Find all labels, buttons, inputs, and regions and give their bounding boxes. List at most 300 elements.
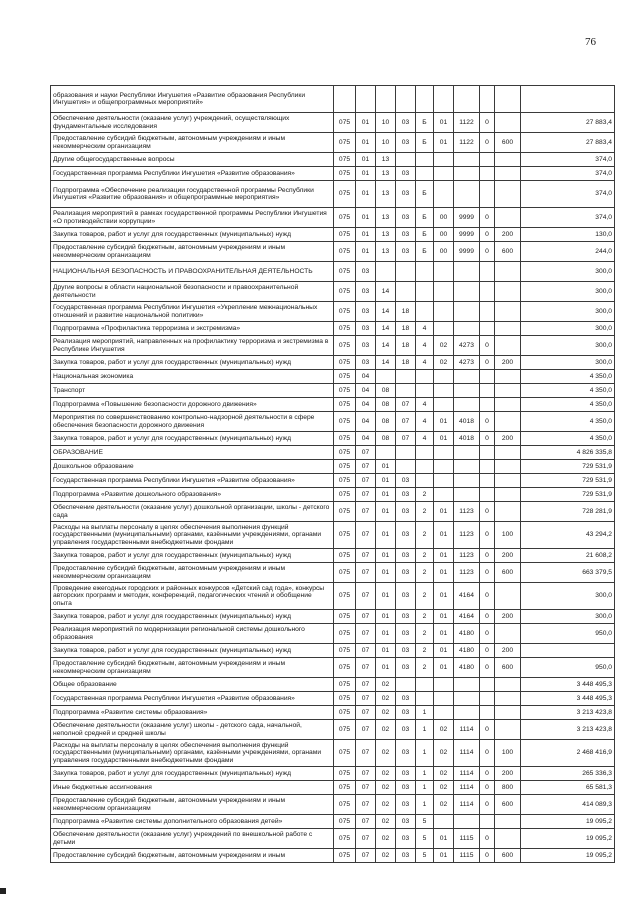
row-amount: 27 883,4 xyxy=(521,133,615,153)
table-row xyxy=(51,86,615,113)
code-p1 xyxy=(396,678,416,692)
code-ved: 075 xyxy=(334,767,356,781)
code-p1: 07 xyxy=(396,412,416,432)
code-p2: 1 xyxy=(416,781,434,795)
code-p3 xyxy=(434,488,454,502)
code-ved: 075 xyxy=(334,740,356,767)
code-p5: 0 xyxy=(480,795,495,815)
code-p1: 03 xyxy=(396,815,416,829)
row-name: Государственная программа Республики Ингушетия «Развитие образования» xyxy=(51,474,334,488)
row-name: Предоставление субсидий бюджетным, автономным учреждениям и иным некоммерческим организациям xyxy=(51,242,334,262)
code-vr: 800 xyxy=(495,781,521,795)
code-p4: 4164 xyxy=(454,583,480,610)
code-p3 xyxy=(434,692,454,706)
code-p2 xyxy=(416,282,434,302)
code-rz: 01 xyxy=(356,242,376,262)
code-pr: 02 xyxy=(376,767,396,781)
code-p4 xyxy=(454,370,480,384)
row-name: Реализация мероприятий в рамках государственной программы Республики Ингушетия «О противодействии коррупции» xyxy=(51,208,334,228)
code-p2 xyxy=(416,692,434,706)
code-p4 xyxy=(454,167,480,181)
row-name: Обеспечение деятельности (оказание услуг) учреждений, осуществляющих фундаментальные исследования xyxy=(51,113,334,133)
row-amount: 374,0 xyxy=(521,167,615,181)
code-ved: 075 xyxy=(334,829,356,849)
code-rz: 07 xyxy=(356,795,376,815)
code-p2: 2 xyxy=(416,502,434,522)
table-row xyxy=(51,167,615,181)
code-p3: 00 xyxy=(434,242,454,262)
code-p4: 1122 xyxy=(454,113,480,133)
row-amount: 244,0 xyxy=(521,242,615,262)
code-rz: 07 xyxy=(356,460,376,474)
code-p2 xyxy=(416,678,434,692)
row-amount: 2 468 416,9 xyxy=(521,740,615,767)
code-p1: 03 xyxy=(396,474,416,488)
code-p5 xyxy=(480,678,495,692)
code-pr: 01 xyxy=(376,658,396,678)
code-p2: 1 xyxy=(416,740,434,767)
code-p3: 01 xyxy=(434,849,454,863)
row-amount: 300,0 xyxy=(521,336,615,356)
row-name: Мероприятия по совершенствованию контрольно-надзорной деятельности в сфере обеспечения безопасности дорожного движения xyxy=(51,412,334,432)
code-p1: 03 xyxy=(396,208,416,228)
row-amount: 3 213 423,8 xyxy=(521,720,615,740)
row-name: Предоставление субсидий бюджетным, автономным учреждениям и иным некоммерческим организациям xyxy=(51,795,334,815)
code-p2: Б xyxy=(416,228,434,242)
code-vr xyxy=(495,370,521,384)
row-name: Закупка товаров, работ и услуг для государственных (муниципальных) нужд xyxy=(51,610,334,624)
code-rz: 01 xyxy=(356,228,376,242)
code-rz: 01 xyxy=(356,167,376,181)
row-name: Иные бюджетные ассигнования xyxy=(51,781,334,795)
table-row xyxy=(51,658,615,678)
code-rz: 07 xyxy=(356,446,376,460)
code-p1: 18 xyxy=(396,302,416,322)
row-name: Подпрограмма «Развитие системы образования» xyxy=(51,706,334,720)
row-amount: 19 095,2 xyxy=(521,815,615,829)
code-rz: 07 xyxy=(356,549,376,563)
code-pr: 01 xyxy=(376,624,396,644)
code-ved: 075 xyxy=(334,282,356,302)
table-row xyxy=(51,692,615,706)
table-row xyxy=(51,370,615,384)
row-name: Государственная программа Республики Ингушетия «Развитие образования» xyxy=(51,167,334,181)
code-p4: 1114 xyxy=(454,781,480,795)
row-name: Реализация мероприятий, направленных на профилактику терроризма и экстремизма в Республике Ингушетия xyxy=(51,336,334,356)
code-pr: 14 xyxy=(376,356,396,370)
code-vr xyxy=(495,446,521,460)
row-amount: 300,0 xyxy=(521,322,615,336)
table-row xyxy=(51,720,615,740)
code-vr: 200 xyxy=(495,228,521,242)
code-p4 xyxy=(454,474,480,488)
table-row xyxy=(51,282,615,302)
code-p4 xyxy=(454,384,480,398)
code-p1: 03 xyxy=(396,228,416,242)
code-ved: 075 xyxy=(334,412,356,432)
code-vr: 600 xyxy=(495,849,521,863)
code-p3 xyxy=(434,167,454,181)
code-ved: 075 xyxy=(334,460,356,474)
code-p3: 02 xyxy=(434,356,454,370)
code-ved: 075 xyxy=(334,242,356,262)
code-pr: 01 xyxy=(376,488,396,502)
code-p1: 18 xyxy=(396,322,416,336)
code-pr: 02 xyxy=(376,781,396,795)
code-p4: 9999 xyxy=(454,228,480,242)
code-p4: 9999 xyxy=(454,208,480,228)
code-p1 xyxy=(396,262,416,282)
code-rz: 07 xyxy=(356,522,376,549)
table-row xyxy=(51,829,615,849)
table-row xyxy=(51,644,615,658)
code-p5 xyxy=(480,86,495,113)
row-name: образования и науки Республики Ингушетия «Развитие образования Республики Ингушетия» и общепрограммных мероприятий» xyxy=(51,86,334,113)
code-p3 xyxy=(434,153,454,167)
code-pr: 02 xyxy=(376,740,396,767)
code-p3: 00 xyxy=(434,208,454,228)
row-name: Предоставление субсидий бюджетным, автономным учреждениям и иным некоммерческим организациям xyxy=(51,133,334,153)
code-p1: 03 xyxy=(396,549,416,563)
code-p5 xyxy=(480,262,495,282)
code-p1: 03 xyxy=(396,610,416,624)
code-p4 xyxy=(454,302,480,322)
code-vr: 100 xyxy=(495,740,521,767)
row-amount: 130,0 xyxy=(521,228,615,242)
code-p4 xyxy=(454,398,480,412)
code-p1: 03 xyxy=(396,583,416,610)
code-vr xyxy=(495,583,521,610)
code-ved: 075 xyxy=(334,228,356,242)
row-name: Подпрограмма «Обеспечение реализации государственной программы Республики Ингушетия «Развитие образования» и общепрограммные мероприятия» xyxy=(51,181,334,208)
code-p5: 0 xyxy=(480,432,495,446)
code-p2: 5 xyxy=(416,829,434,849)
code-vr xyxy=(495,302,521,322)
row-name: Государственная программа Республики Ингушетия «Развитие образования» xyxy=(51,692,334,706)
table-row xyxy=(51,610,615,624)
code-p4: 1114 xyxy=(454,767,480,781)
code-vr xyxy=(495,86,521,113)
code-vr xyxy=(495,624,521,644)
code-p3 xyxy=(434,262,454,282)
code-ved: 075 xyxy=(334,153,356,167)
code-ved: 075 xyxy=(334,720,356,740)
code-vr: 200 xyxy=(495,549,521,563)
code-rz: 04 xyxy=(356,370,376,384)
code-pr: 08 xyxy=(376,412,396,432)
code-pr: 02 xyxy=(376,849,396,863)
code-p3 xyxy=(434,86,454,113)
code-p1: 03 xyxy=(396,167,416,181)
code-p2: 2 xyxy=(416,563,434,583)
code-p2 xyxy=(416,384,434,398)
code-rz: 07 xyxy=(356,767,376,781)
code-p5: 0 xyxy=(480,658,495,678)
code-p5 xyxy=(480,384,495,398)
code-ved: 075 xyxy=(334,849,356,863)
code-p3: 02 xyxy=(434,720,454,740)
table-row xyxy=(51,781,615,795)
row-amount: 27 883,4 xyxy=(521,113,615,133)
row-name: Другие общегосударственные вопросы xyxy=(51,153,334,167)
code-p5 xyxy=(480,181,495,208)
code-p3: 01 xyxy=(434,610,454,624)
code-pr: 14 xyxy=(376,302,396,322)
row-amount: 3 448 495,3 xyxy=(521,692,615,706)
code-p4 xyxy=(454,815,480,829)
table-row xyxy=(51,549,615,563)
row-name: Проведение ежегодных городских и районных конкурсов «Детский сад года», конкурсы авторских программ и методик, конференций, педагогических чтений и обобщение опыта xyxy=(51,583,334,610)
row-name: Национальная экономика xyxy=(51,370,334,384)
code-p4: 4273 xyxy=(454,356,480,370)
row-name: Транспорт xyxy=(51,384,334,398)
table-row xyxy=(51,322,615,336)
code-p1: 03 xyxy=(396,658,416,678)
code-p5 xyxy=(480,446,495,460)
code-p5: 0 xyxy=(480,412,495,432)
code-rz: 07 xyxy=(356,678,376,692)
code-p3: 01 xyxy=(434,549,454,563)
code-p1: 18 xyxy=(396,356,416,370)
code-p3: 01 xyxy=(434,522,454,549)
code-pr: 01 xyxy=(376,644,396,658)
code-pr: 13 xyxy=(376,228,396,242)
code-p3: 01 xyxy=(434,502,454,522)
code-p1: 03 xyxy=(396,502,416,522)
code-p4: 1122 xyxy=(454,133,480,153)
code-p5 xyxy=(480,460,495,474)
code-pr xyxy=(376,262,396,282)
code-p1: 03 xyxy=(396,781,416,795)
code-pr: 10 xyxy=(376,133,396,153)
row-amount: 729 531,9 xyxy=(521,488,615,502)
code-p5: 0 xyxy=(480,563,495,583)
code-p3: 01 xyxy=(434,583,454,610)
table-row xyxy=(51,384,615,398)
code-rz: 07 xyxy=(356,624,376,644)
code-vr xyxy=(495,692,521,706)
page-number: 76 xyxy=(585,36,596,48)
code-pr xyxy=(376,370,396,384)
code-rz: 03 xyxy=(356,322,376,336)
row-amount: 43 294,2 xyxy=(521,522,615,549)
code-ved: 075 xyxy=(334,113,356,133)
code-pr: 02 xyxy=(376,829,396,849)
code-p3 xyxy=(434,302,454,322)
code-ved: 075 xyxy=(334,549,356,563)
code-p5: 0 xyxy=(480,781,495,795)
code-p5: 0 xyxy=(480,242,495,262)
code-rz: 07 xyxy=(356,829,376,849)
table-row xyxy=(51,678,615,692)
row-name: Закупка товаров, работ и услуг для государственных (муниципальных) нужд xyxy=(51,644,334,658)
code-p5 xyxy=(480,282,495,302)
code-p3: 02 xyxy=(434,336,454,356)
code-rz: 07 xyxy=(356,488,376,502)
code-p3: 01 xyxy=(434,644,454,658)
code-ved: 075 xyxy=(334,678,356,692)
code-p2 xyxy=(416,302,434,322)
table-row xyxy=(51,336,615,356)
table-row xyxy=(51,563,615,583)
row-amount: 4 350,0 xyxy=(521,432,615,446)
code-ved: 075 xyxy=(334,398,356,412)
code-p1: 03 xyxy=(396,795,416,815)
code-p4: 1114 xyxy=(454,740,480,767)
code-p4: 1123 xyxy=(454,502,480,522)
code-vr xyxy=(495,262,521,282)
code-p5 xyxy=(480,488,495,502)
code-vr: 600 xyxy=(495,242,521,262)
row-amount: 4 350,0 xyxy=(521,384,615,398)
code-rz: 07 xyxy=(356,502,376,522)
code-vr: 100 xyxy=(495,522,521,549)
row-amount: 300,0 xyxy=(521,302,615,322)
code-p3 xyxy=(434,384,454,398)
code-p1: 07 xyxy=(396,398,416,412)
code-vr: 600 xyxy=(495,658,521,678)
code-p1: 03 xyxy=(396,720,416,740)
code-p3: 01 xyxy=(434,829,454,849)
code-p4: 1115 xyxy=(454,829,480,849)
code-ved: 075 xyxy=(334,133,356,153)
table-row xyxy=(51,767,615,781)
code-ved: 075 xyxy=(334,610,356,624)
row-name: Закупка товаров, работ и услуг для государственных (муниципальных) нужд xyxy=(51,228,334,242)
code-p2: 4 xyxy=(416,432,434,446)
row-amount: 21 608,2 xyxy=(521,549,615,563)
code-p2: 4 xyxy=(416,356,434,370)
code-ved: 075 xyxy=(334,384,356,398)
table-row xyxy=(51,398,615,412)
code-rz: 04 xyxy=(356,412,376,432)
code-vr xyxy=(495,153,521,167)
code-ved: 075 xyxy=(334,446,356,460)
code-ved: 075 xyxy=(334,336,356,356)
code-p1: 03 xyxy=(396,644,416,658)
code-p1: 18 xyxy=(396,336,416,356)
code-p5: 0 xyxy=(480,644,495,658)
row-name: Подпрограмма «Развитие дошкольного образования» xyxy=(51,488,334,502)
table-row xyxy=(51,583,615,610)
code-p2: 5 xyxy=(416,849,434,863)
code-p4: 1114 xyxy=(454,720,480,740)
code-pr: 02 xyxy=(376,706,396,720)
code-p4: 1123 xyxy=(454,549,480,563)
code-ved: 075 xyxy=(334,488,356,502)
code-p3 xyxy=(434,398,454,412)
row-name: НАЦИОНАЛЬНАЯ БЕЗОПАСНОСТЬ И ПРАВООХРАНИТЕЛЬНАЯ ДЕЯТЕЛЬНОСТЬ xyxy=(51,262,334,282)
code-ved: 075 xyxy=(334,706,356,720)
code-ved: 075 xyxy=(334,262,356,282)
code-p5: 0 xyxy=(480,624,495,644)
code-p5: 0 xyxy=(480,208,495,228)
code-ved: 075 xyxy=(334,502,356,522)
code-p5 xyxy=(480,398,495,412)
code-p2 xyxy=(416,446,434,460)
table-row xyxy=(51,706,615,720)
code-ved: 075 xyxy=(334,356,356,370)
code-p1: 03 xyxy=(396,849,416,863)
code-p1 xyxy=(396,370,416,384)
code-vr xyxy=(495,398,521,412)
code-p2 xyxy=(416,474,434,488)
code-p3 xyxy=(434,322,454,336)
code-p5 xyxy=(480,706,495,720)
code-pr: 01 xyxy=(376,549,396,563)
code-p1: 03 xyxy=(396,692,416,706)
code-p3: 01 xyxy=(434,563,454,583)
code-p3 xyxy=(434,181,454,208)
code-p4 xyxy=(454,86,480,113)
code-p5: 0 xyxy=(480,740,495,767)
code-p2: Б xyxy=(416,208,434,228)
code-vr: 600 xyxy=(495,563,521,583)
table-row xyxy=(51,356,615,370)
code-pr: 13 xyxy=(376,242,396,262)
code-rz: 07 xyxy=(356,658,376,678)
table-row xyxy=(51,262,615,282)
code-p5 xyxy=(480,370,495,384)
code-pr xyxy=(376,86,396,113)
row-amount: 300,0 xyxy=(521,583,615,610)
row-name: ОБРАЗОВАНИЕ xyxy=(51,446,334,460)
code-ved: 075 xyxy=(334,181,356,208)
row-amount: 300,0 xyxy=(521,282,615,302)
code-p4: 1123 xyxy=(454,522,480,549)
table-row xyxy=(51,815,615,829)
code-pr: 08 xyxy=(376,432,396,446)
code-rz: 01 xyxy=(356,208,376,228)
table-row xyxy=(51,242,615,262)
code-p1 xyxy=(396,384,416,398)
code-p4 xyxy=(454,488,480,502)
code-p5: 0 xyxy=(480,356,495,370)
code-ved: 075 xyxy=(334,167,356,181)
code-pr: 01 xyxy=(376,522,396,549)
code-pr: 13 xyxy=(376,167,396,181)
code-p5: 0 xyxy=(480,133,495,153)
code-p2: Б xyxy=(416,181,434,208)
code-p2: 1 xyxy=(416,706,434,720)
code-p3 xyxy=(434,460,454,474)
table-row xyxy=(51,153,615,167)
row-name: Подпрограмма «Повышение безопасности дорожного движения» xyxy=(51,398,334,412)
scan-mark xyxy=(0,888,6,894)
table-row xyxy=(51,133,615,153)
code-ved: 075 xyxy=(334,432,356,446)
row-name: Государственная программа Республики Ингушетия «Укрепление межнациональных отношений и развитие национальной политики» xyxy=(51,302,334,322)
code-p4: 9999 xyxy=(454,242,480,262)
code-rz: 03 xyxy=(356,356,376,370)
table-row xyxy=(51,412,615,432)
code-p3 xyxy=(434,678,454,692)
code-rz: 03 xyxy=(356,262,376,282)
row-name: Закупка товаров, работ и услуг для государственных (муниципальных) нужд xyxy=(51,767,334,781)
code-p4 xyxy=(454,692,480,706)
code-ved xyxy=(334,86,356,113)
code-p1: 03 xyxy=(396,829,416,849)
code-p5: 0 xyxy=(480,767,495,781)
code-ved: 075 xyxy=(334,474,356,488)
code-vr xyxy=(495,488,521,502)
code-pr: 14 xyxy=(376,336,396,356)
code-p2: 2 xyxy=(416,522,434,549)
code-p1 xyxy=(396,446,416,460)
code-p1: 03 xyxy=(396,740,416,767)
code-pr: 13 xyxy=(376,208,396,228)
code-rz: 07 xyxy=(356,849,376,863)
